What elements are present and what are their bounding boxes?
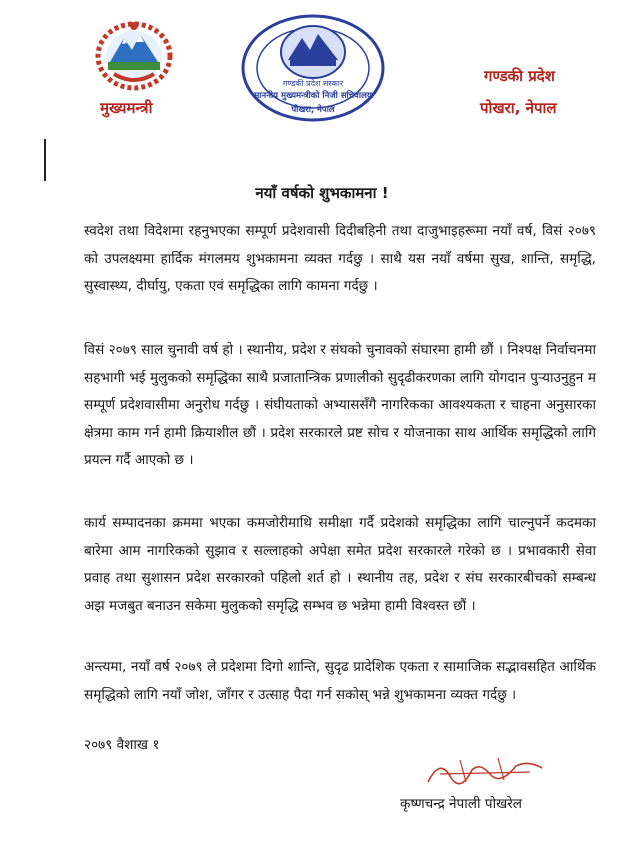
province-name: गण्डकी प्रदेश [484, 67, 555, 85]
letter-paragraph: विसं २०७९ साल चुनावी वर्ष हो । स्थानीय, प्रदेश र संघको चुनावको संघारमा हामी छौं । निश्पक्ष निर्वाचनमा सहभागी भई मुलुकको समृद्धिका साथै प्रजातान्त्रिक प्रणालीको सुदृढीकरणका लागि योगदान पुऱ्याउनुहुन म सम्पूर्ण प्रदेशवासीमा अनुरोध गर्दछु । संघीयताको अभ्याससँगै नागरिकका आवश्यकता र चाहना अनुसारका क्षेत्रमा काम गर्न हामी क्रियाशील छौं । प्रदेश सरकारले प्रष्ट सोच र योजनाका साथ आर्थिक समृद्धिको लागि प्रयत्न गर्दै आएको छ । [84, 342, 596, 469]
margin-rule [44, 139, 46, 181]
seal-text-bottom: पोखरा, नेपाल [291, 105, 335, 115]
office-title-chief-minister: मुख्यमन्त्री [100, 99, 153, 117]
seal-text-main: माननीय मुख्यमन्त्रीको निजी सचिवालय [254, 91, 372, 101]
handwritten-signature-icon [420, 752, 550, 792]
signatory-name: कृष्णचन्द्र नेपाली पोखरेल [400, 796, 522, 812]
letter-date: २०७९ वैशाख १ [84, 737, 160, 753]
office-seal-icon [238, 12, 388, 124]
letter-paragraph: अन्त्यमा, नयाँ वर्ष २०७९ ले प्रदेशमा दिगो शान्ति, सुदृढ प्रादेशिक एकता र सामाजिक सद्भावसहित आर्थिक समृद्धिको लागि नयाँ जोश, जाँगर र उत्साह पैदा गर्न सकोस् भन्ने शुभकामना व्यक्त गर्दछु । [84, 659, 596, 703]
letter-title: नयाँ वर्षको शुभकामना ! [255, 184, 389, 202]
seal-text-top: गण्डकी प्रदेश सरकार [282, 79, 344, 88]
letter-paragraph: स्वदेश तथा विदेशमा रहनुभएका सम्पूर्ण प्रदेशवासी दिदीबहिनी तथा दाजुभाइहरूमा नयाँ वर्ष, विसं २०७९ को उपलक्ष्यमा हार्दिक मंगलमय शुभकामना व्यक्त गर्दछु । साथै यस नयाँ वर्षमा सुख, शान्ति, समृद्धि, सुस्वास्थ्य, दीर्घायु, एकता एवं समृद्धिका लागि कामना गर्दछु । [84, 223, 596, 295]
nepal-emblem-icon [92, 16, 176, 92]
city-name: पोखरा, नेपाल [480, 99, 557, 117]
letter-paragraph: कार्य सम्पादनका क्रममा भएका कमजोरीमाथि समीक्षा गर्दै प्रदेशको समृद्धिका लागि चाल्नुपर्ने कदमका बारेमा आम नागरिकको सुझाव र सल्लाहको अपेक्षा समेत प्रदेश सरकारले गरेको छ । प्रभावकारी सेवा प्रवाह तथा सुशासन प्रदेश सरकारको पहिलो शर्त हो । स्थानीय तह, प्रदेश र संघ सरकारबीचको सम्बन्ध अझ मजबुत बनाउन सकेमा मुलुकको समृद्धि सम्भव छ भन्नेमा हामी विश्वस्त छौं । [84, 515, 596, 614]
